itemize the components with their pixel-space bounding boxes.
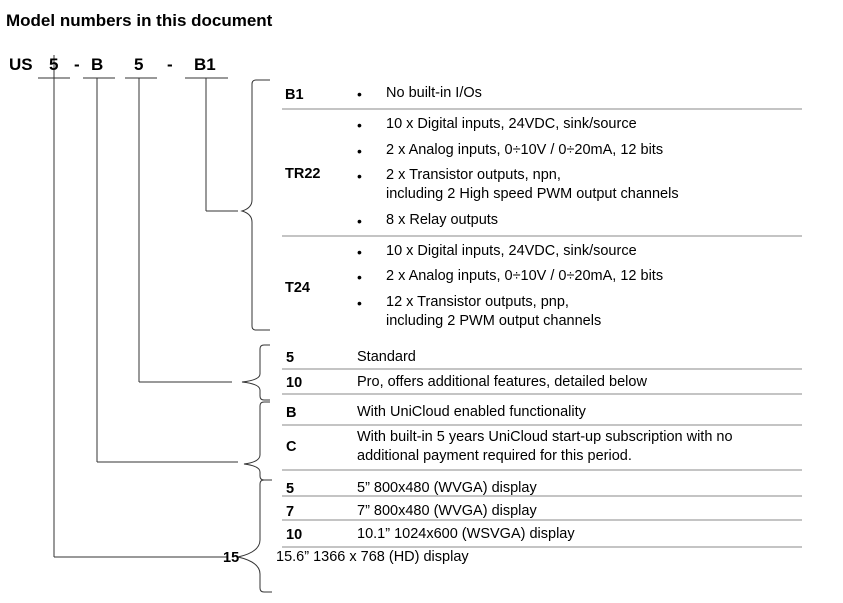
- bullet: •: [357, 269, 362, 285]
- series-code: 5: [286, 350, 295, 366]
- io-feature: 10 x Digital inputs, 24VDC, sink/source: [386, 243, 637, 259]
- bullet: •: [357, 213, 362, 229]
- type-code: C: [286, 439, 297, 455]
- io-code-b1: B1: [285, 87, 304, 103]
- model-separator: -: [167, 55, 173, 74]
- io-feature: 8 x Relay outputs: [386, 212, 499, 228]
- size-desc: 10.1” 1024x600 (WSVGA) display: [357, 526, 575, 542]
- io-feature: 2 x Analog inputs, 0÷10V / 0÷20mA, 12 bits: [386, 142, 664, 158]
- size-code: 10: [286, 527, 303, 543]
- bullet: •: [357, 295, 362, 311]
- size-desc: 7” 800x480 (WVGA) display: [357, 503, 537, 519]
- io-feature: 12 x Transistor outputs, pnp,: [386, 294, 569, 310]
- model-series-code: 5: [134, 55, 144, 74]
- bullet: •: [357, 168, 362, 184]
- io-feature: 2 x Transistor outputs, npn,: [386, 167, 561, 183]
- size-code: 7: [286, 504, 295, 520]
- model-size-code: 5: [49, 55, 59, 74]
- bullet: •: [357, 86, 362, 102]
- model-type-code: B: [91, 55, 104, 74]
- type-desc: additional payment required for this period.: [357, 448, 632, 464]
- io-feature: 2 x Analog inputs, 0÷10V / 0÷20mA, 12 bits: [386, 268, 664, 284]
- page-title: Model numbers in this document: [6, 11, 273, 30]
- size-desc: 5” 800x480 (WVGA) display: [357, 480, 537, 496]
- model-separator: -: [74, 55, 80, 74]
- io-feature: including 2 High speed PWM output channels: [386, 186, 679, 202]
- size-desc: 15.6” 1366 x 768 (HD) display: [276, 549, 469, 565]
- bullet: •: [357, 244, 362, 260]
- type-code: B: [286, 405, 297, 421]
- series-desc: Standard: [357, 349, 416, 365]
- size-code: 15: [223, 550, 240, 566]
- bullet: •: [357, 117, 362, 133]
- model-io-code: B1: [194, 55, 216, 74]
- type-desc: With UniCloud enabled functionality: [357, 404, 586, 420]
- io-feature: 10 x Digital inputs, 24VDC, sink/source: [386, 116, 637, 132]
- series-desc: Pro, offers additional features, detailed below: [357, 374, 647, 390]
- size-code: 5: [286, 481, 295, 497]
- series-code: 10: [286, 375, 303, 391]
- io-code-t24: T24: [285, 280, 310, 296]
- io-feature: No built-in I/Os: [386, 85, 482, 101]
- bullet: •: [357, 143, 362, 159]
- io-code-tr22: TR22: [285, 166, 321, 182]
- io-feature: including 2 PWM output channels: [386, 313, 602, 329]
- model-prefix: US: [9, 55, 33, 74]
- type-desc: With built-in 5 years UniCloud start-up subscription with no: [357, 429, 733, 445]
